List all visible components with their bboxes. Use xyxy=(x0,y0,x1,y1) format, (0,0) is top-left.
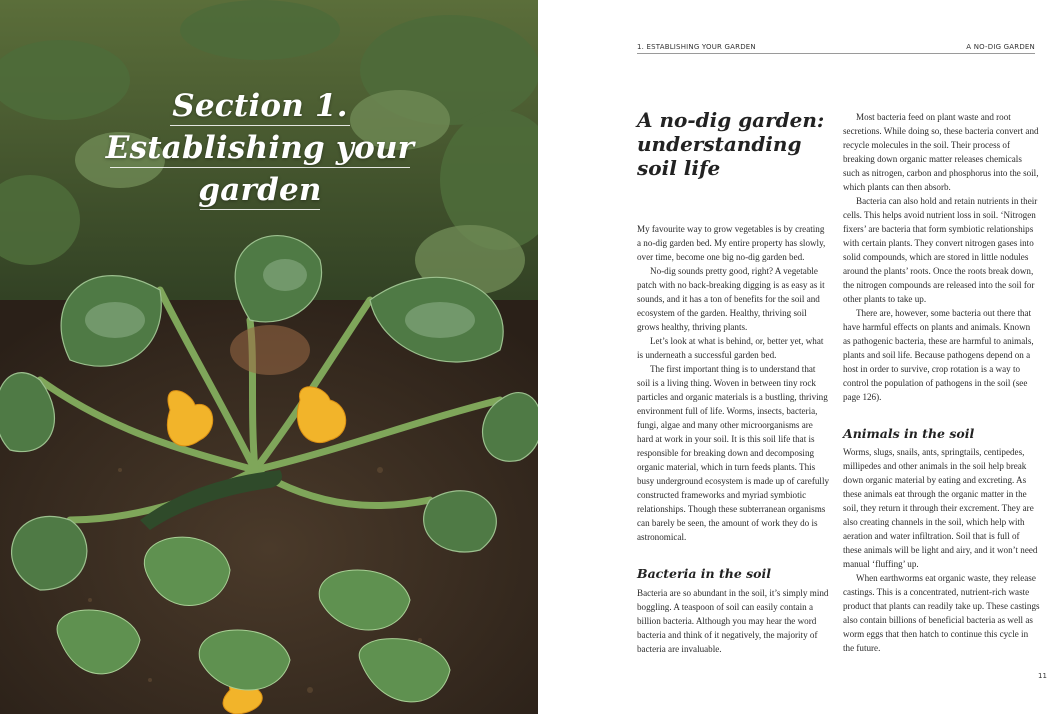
body-paragraph: Bacteria are so abundant in the soil, it’s simply mind boggling. A teaspoon of soil can easily contain a billion bacteria. Although you may hear the word bacteria and think of it negatively, the majority of bacteria are invaluable. xyxy=(637,588,829,654)
page-number: 11 xyxy=(1038,672,1047,680)
running-head-left: 1. ESTABLISHING YOUR GARDEN xyxy=(637,43,756,51)
section-title xyxy=(70,86,450,212)
body-paragraph: Bacteria can also hold and retain nutrients in their cells. This helps avoid nutrient loss in soil. ‘Nitrogen fixers’ are bacteria that form symbiotic relationships with certain plants. They convert nitrogen gases into solid compounds, which are stored in little nodules around the plants’ roots. Once the roots break down, the nitrogen compounds are released into the soil for other plants to take up. xyxy=(843,196,1038,304)
running-head-right: A NO-DIG GARDEN xyxy=(966,43,1035,51)
body-paragraph: Most bacteria feed on plant waste and root secretions. While doing so, these bacteria convert and recycle molecules in the soil. Their process of breaking down organic matter releases chemicals such as nitrogen, carbon and phosphorus into the soil, which plants can then absorb. xyxy=(843,112,1039,192)
section-title-line-1: Section 1. xyxy=(172,88,348,124)
text-page xyxy=(538,0,1052,714)
animals-heading: Animals in the soil xyxy=(843,426,975,441)
section-title-line-3: garden xyxy=(198,172,322,208)
right-column-body xyxy=(843,110,1040,404)
body-paragraph: When earthworms eat organic waste, they release castings. This is a concentrated, nutrient-rich waste product that plants can readily take up. These castings also contain billions of beneficial bacteria as well as worm eggs that then hatch to continue this cycle in the future. xyxy=(843,573,1040,653)
body-paragraph: Let’s look at what is behind, or, better yet, what is underneath a successful garden bed. xyxy=(637,336,824,360)
body-paragraph: There are, however, some bacteria out there that have harmful effects on plants and animals. Known as pathogenic bacteria, these are harmful to animals, plants and soil life. Because pathogens depend on a host in order to survive, crop rotation is a way to control the population of pathogens in the soil (see page 126). xyxy=(843,308,1034,402)
running-head xyxy=(637,43,1035,54)
body-paragraph: No-dig sounds pretty good, right? A vegetable patch with no back-breaking digging is as easy as it sounds, and it has a ton of benefits for the soil and ecosystem of the garden. Healthy, thriving soil grows healthy, thriving plants. xyxy=(637,266,825,332)
intro-body xyxy=(637,222,830,544)
body-paragraph: Worms, slugs, snails, ants, springtails, centipedes, millipedes and other animals in the soil help break down organic material by eating and excreting. As these animals eat through the organic matter in the soil, they return it through their excrement. They are also creating channels in the soil, which help with aeration and water infiltration. Soil that is full of these animals will be light and airy, and it won’t need manual ‘fluffing’ up. xyxy=(843,447,1038,569)
bacteria-body xyxy=(637,586,830,656)
animals-body xyxy=(843,445,1040,655)
section-title-line-2: Establishing your xyxy=(105,130,415,166)
body-paragraph: The first important thing is to understand that soil is a living thing. Woven in between tiny rock particles and organic materials is a bustling, thriving environment full of life. Worms, insects, bacteria, fungi, algae and many other microorganisms are hard at work in your soil. It is this soil life that is responsible for breaking down and decomposing organic material, which in turn feeds plants. This busy underground ecosystem is made up of carefully constructed frameworks and myriad symbiotic relationships. Though these subterranean organisms can barely be seen, the amount of work they do is astronomical. xyxy=(637,364,830,542)
bacteria-heading: Bacteria in the soil xyxy=(637,566,772,581)
body-paragraph: My favourite way to grow vegetables is by creating a no-dig garden bed. My entire property has slowly, over time, become one big no-dig garden bed. xyxy=(637,224,826,262)
chapter-title: A no-dig garden: understanding soil life xyxy=(637,108,825,180)
